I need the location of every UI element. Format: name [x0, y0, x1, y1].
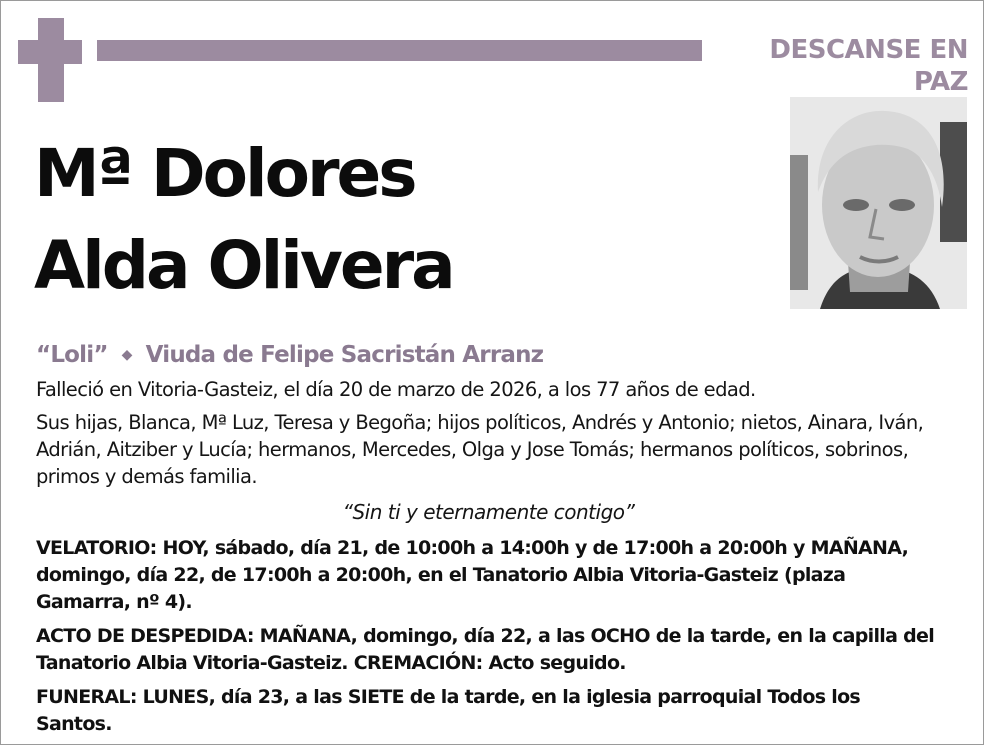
- deceased-name-line2: Alda Olivera: [34, 227, 453, 304]
- nickname-line: [36, 339, 543, 371]
- header-band: [97, 40, 702, 61]
- cross-icon-bar: [18, 40, 82, 64]
- funeral-text: FUNERAL: LUNES, día 23, a las SIETE de la tarde, en la iglesia parroquial Todos los Santos.: [36, 686, 861, 735]
- quote: “Sin ti y eternamente contigo”: [342, 500, 635, 524]
- nickname: “Loli”: [36, 342, 108, 368]
- diamond-separator-icon: ◆: [121, 347, 132, 363]
- deceased-name-line1: Mª Dolores: [34, 135, 415, 212]
- velatorio-text: VELATORIO: HOY, sábado, día 21, de 10:00h a 14:00h y de 17:00h a 20:00h y MAÑANA, domingo, día 22, de 17:00h a 20:00h, en el Tanatorio Albia Vitoria-Gasteiz (plaza Gamarra, nº 4).: [36, 537, 909, 613]
- death-notice-text: Falleció en Vitoria-Gasteiz, el día 20 de marzo de 2026, a los 77 años de edad.: [36, 378, 756, 401]
- header-label: DESCANSE EN PAZ: [769, 35, 968, 97]
- family-text: Sus hijas, Blanca, Mª Luz, Teresa y Begoña; hijos políticos, Andrés y Antonio; nietos, Ainara, Iván, Adrián, Aitziber y Lucía; hermanos, Mercedes, Olga y Jose Tomás; hermanos políticos, sobrinos, primos y demás familia.: [36, 411, 924, 488]
- portrait-photo-icon: [790, 97, 967, 309]
- relation: Viuda de Felipe Sacristán Arranz: [145, 342, 544, 368]
- despedida-text: ACTO DE DESPEDIDA: MAÑANA, domingo, día 22, a las OCHO de la tarde, en la capilla del Tanatorio Albia Vitoria-Gasteiz. CREMACIÓN: Acto seguido.: [36, 625, 935, 674]
- portrait-photo: [790, 97, 967, 309]
